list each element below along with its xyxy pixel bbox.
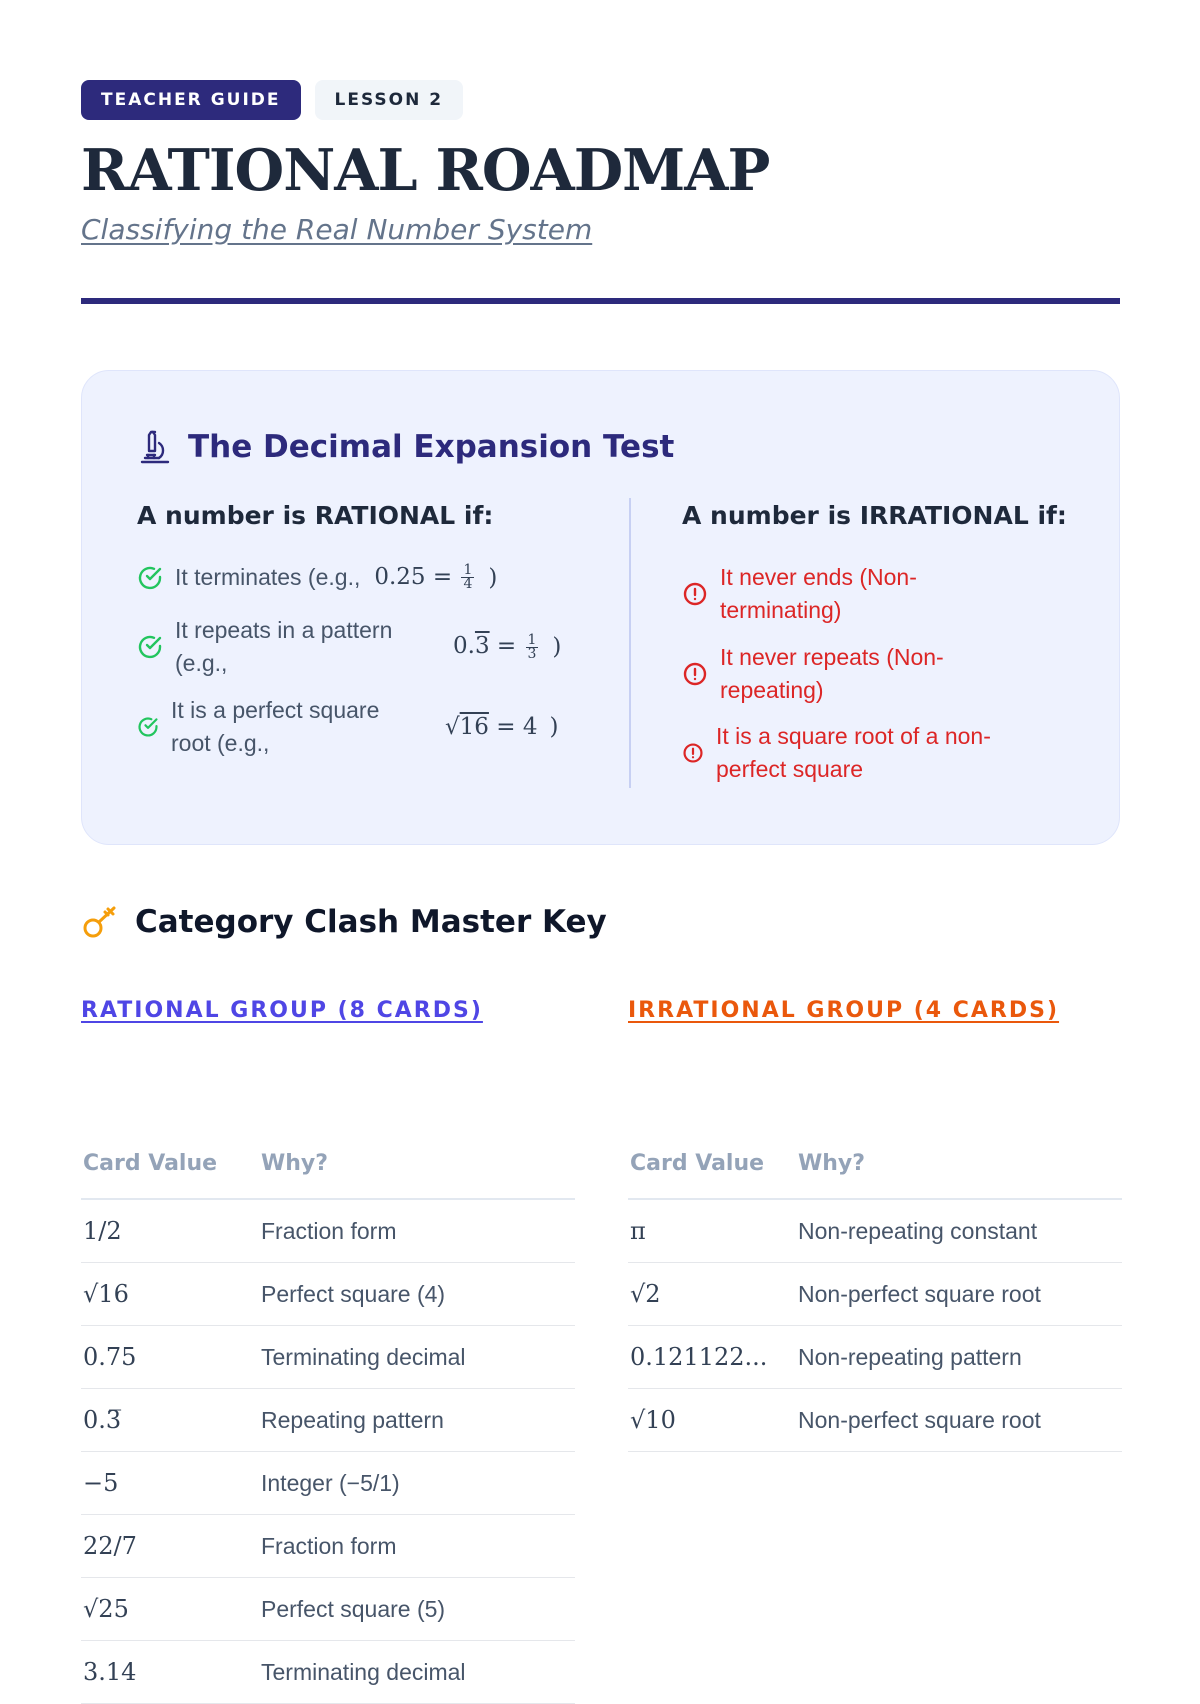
card-reason: Terminating decimal [259,1326,575,1389]
why-header: Why? [259,1128,575,1199]
check-circle-icon [137,565,163,591]
card-reason: Fraction form [259,1199,575,1263]
rational-key-table [81,1128,575,1704]
irrational-key-table [628,1128,1122,1452]
page-title: RATIONAL ROADMAP [81,137,770,204]
card-reason: Perfect square (5) [259,1578,575,1641]
rational-criterion-1 [137,561,577,594]
decimal-test-title: The Decimal Expansion Test [188,429,675,465]
card-reason: Non-repeating constant [796,1199,1122,1263]
card-value: √25 [81,1578,259,1641]
card-value: √10 [628,1389,796,1452]
alert-circle-icon [682,661,708,687]
card-reason: Non-repeating pattern [796,1326,1122,1389]
card-value-header: Card Value [81,1128,259,1199]
table-row [628,1263,1122,1326]
table-header-row [81,1128,575,1199]
alert-circle-icon [682,742,704,764]
teacher-guide-badge: TEACHER GUIDE [81,80,301,120]
microscope-icon [138,429,174,465]
card-value: 1/2 [81,1199,259,1263]
card-value: 0.121122... [628,1326,796,1389]
rational-criteria [137,501,577,756]
table-row [628,1389,1122,1452]
why-header: Why? [796,1128,1122,1199]
rational-criterion-2-math: 0.3 = $\frac{1}{3}$ [453,631,537,662]
card-value: 3.14 [81,1641,259,1704]
rational-criterion-2 [137,614,577,680]
card-reason: Non-perfect square root [796,1263,1122,1326]
table-header-row [628,1128,1122,1199]
table-row [81,1199,575,1263]
rational-criteria-heading: A number is RATIONAL if: [137,501,494,530]
card-reason: Integer (−5/1) [259,1452,575,1515]
card-value: 0.75 [81,1326,259,1389]
table-row [81,1452,575,1515]
rational-criterion-1-close: ) [488,564,498,591]
irrational-criterion-2-text: It never repeats (Non-repeating) [720,644,944,703]
key-icon [81,903,119,941]
irrational-criterion-2 [682,641,980,707]
rational-criterion-1-math: 0.25 = $\frac{1}{4}$ [374,562,473,593]
master-key-title: Category Clash Master Key [135,904,607,940]
irrational-criteria [682,501,1082,782]
card-value: 22/7 [81,1515,259,1578]
card-reason: Terminating decimal [259,1641,575,1704]
card-reason: Fraction form [259,1515,575,1578]
card-value: √2 [628,1263,796,1326]
card-value: π [628,1199,796,1263]
decimal-test-card [81,370,1120,845]
rational-criterion-3-text: It is a perfect square root (e.g., [171,697,380,756]
card-value-header: Card Value [628,1128,796,1199]
rational-criterion-2-close: ) [552,634,562,660]
table-row [81,1578,575,1641]
table-row [81,1326,575,1389]
rational-criterion-3 [137,694,577,760]
rational-criterion-1-text: It terminates (e.g., [175,564,361,590]
decimal-test-heading [138,429,674,465]
card-value: −5 [81,1452,259,1515]
title-divider [81,298,1120,304]
irrational-criterion-3-text: It is a square root of a non-perfect square [716,723,991,782]
rational-group-title: RATIONAL GROUP (8 CARDS) [81,998,483,1023]
alert-circle-icon [682,581,708,607]
card-reason: Non-perfect square root [796,1389,1122,1452]
lesson-badge: LESSON 2 [315,80,464,120]
check-circle-icon [137,716,159,738]
card-value: √16 [81,1263,259,1326]
tag-row [81,80,1120,120]
table-row [81,1263,575,1326]
page-subtitle: Classifying the Real Number System [81,213,593,246]
table-row [628,1326,1122,1389]
table-row [81,1641,575,1704]
irrational-criterion-1 [682,561,960,627]
check-circle-icon [137,634,163,660]
rational-criterion-3-math: √16 = 4 [445,714,538,740]
table-row [81,1389,575,1452]
rational-criterion-3-close: ) [549,714,559,740]
rational-criterion-2-text: It repeats in a pattern (e.g., [175,617,393,676]
irrational-criterion-3 [682,720,1036,786]
master-key-heading [81,903,607,941]
table-row [81,1515,575,1578]
criteria-divider [629,498,631,788]
teacher-guide-page [81,80,1120,1686]
card-reason: Repeating pattern [259,1389,575,1452]
card-value: 0.3̅ [81,1389,259,1452]
card-reason: Perfect square (4) [259,1263,575,1326]
table-row [628,1199,1122,1263]
irrational-group-title: IRRATIONAL GROUP (4 CARDS) [628,998,1060,1023]
irrational-criteria-heading: A number is IRRATIONAL if: [682,501,1067,530]
irrational-criterion-1-text: It never ends (Non-terminating) [720,564,917,623]
